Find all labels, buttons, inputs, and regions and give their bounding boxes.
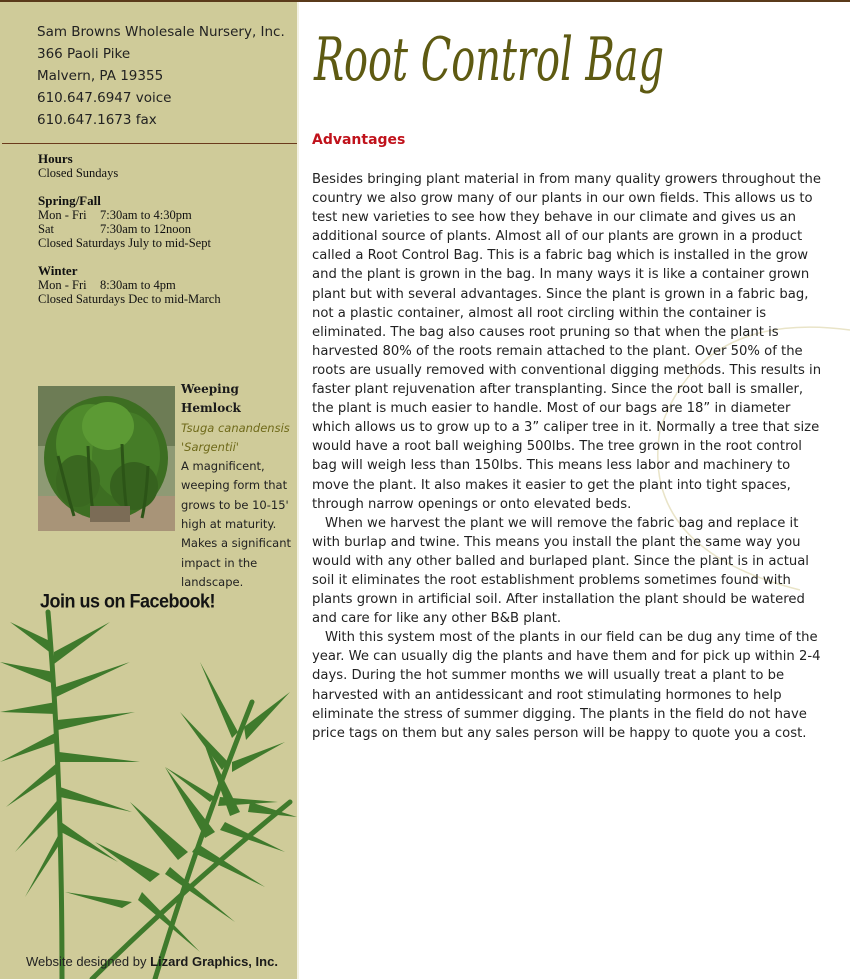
spring-fall-note: Closed Saturdays July to mid-Sept [38, 236, 211, 250]
spring-fall-saturday-row: Sat 7:30am to 12noon [38, 222, 191, 236]
fax-number: 610.647.1673 fax [37, 112, 157, 128]
phone-number: 610.647.6947 voice [37, 90, 172, 106]
facebook-link[interactable]: Join us on Facebook! [40, 590, 216, 612]
plant-cultivar: 'Sargentii' [181, 439, 239, 454]
city-state-zip: Malvern, PA 19355 [37, 68, 164, 84]
featured-plant-text [181, 380, 293, 592]
contact-address [37, 21, 285, 131]
weeping-hemlock-photo [38, 386, 175, 531]
hours-block [38, 152, 221, 306]
street-address: 366 Paoli Pike [37, 46, 131, 62]
page-title [310, 16, 690, 116]
column-divider [297, 2, 299, 979]
plant-description: A magnificent, weeping form that grows to be 10-15' high at maturity. Makes a significant impact in the landscape. [181, 459, 292, 589]
winter-note: Closed Saturdays Dec to mid-March [38, 292, 221, 306]
company-name: Sam Browns Wholesale Nursery, Inc. [37, 24, 285, 40]
spring-fall-weekday-row: Mon - Fri 7:30am to 4:30pm [38, 208, 192, 222]
article-body [312, 170, 822, 743]
winter-weekday-row: Mon - Fri 8:30am to 4pm [38, 278, 176, 292]
plant-name: Weeping Hemlock [181, 382, 241, 416]
paragraph-2: When we harvest the plant we will remove the fabric bag and replace it with burlap and twine. This means you install the plant the same way you would with any other balled and burlaped plant. Since the plant is in actual soil it eliminates the root establishment problems sometimes found with plants grown in artificial soil. After installation the plant should be watered and care for like any other B&B plant. [312, 515, 809, 627]
paragraph-3: With this system most of the plants in our field can be dug any time of the year. We can usually dig the plants and have them and for pick up within 2-4 days. During the hot summer months we will usually treat a plant to be harvested with an antidessicant and root stimulating hormones to help eliminate the stress of summer digging. The plants in the field do not have price tags on them but any sales person will be happy to quote you a cost. [312, 630, 821, 741]
section-heading-advantages: Advantages [312, 132, 406, 148]
svg-text:Root Control Bag: Root Control Bag [313, 25, 664, 95]
hours-closed-note: Closed Sundays [38, 166, 119, 180]
winter-title: Winter [38, 263, 78, 278]
designer-credit[interactable]: Website designed by Lizard Graphics, Inc. [26, 954, 278, 969]
plant-latin-name: Tsuga canandensis [181, 420, 290, 435]
sidebar [0, 2, 297, 979]
paragraph-1: Besides bringing plant material in from many quality growers throughout the country we also grow many of our plants in our own fields. This allows us to test new varieties to see how they behave in our climate and gives us an additional source of plants. Almost all of our plants are grown in a product called a Root Control Bag. This is a fabric bag which is installed in the grow and the plant is grown in the bag. In many ways it is like a container grown plant but with several advantages. Since the plant is grown in a fabric bag, not a plastic container, almost all root circling within the container is eliminated. The bag also causes root pruning so that when the plant is harvested 80% of the roots remain attached to the plant. Over 50% of the roots are usually removed with conventional digging methods. This results in faster plant rejuvenation after transplanting. Since the root ball is smaller, the plant is much easier to handle. Most of our bags are 18” in diameter which allows us to grow up to a 3” caliper tree in it. Normally a tree that size would have a root ball weighing 500lbs. The tree grown in the root control bag will weigh less than 150lbs. This means less labor and machinery to move the plant. It also makes it easier to get the plant into tight spaces, through narrow openings or onto elevated beds. [312, 172, 822, 512]
palm-fronds-illustration [0, 602, 297, 979]
hours-title: Hours [38, 151, 73, 166]
spring-fall-title: Spring/Fall [38, 193, 101, 208]
sidebar-divider [2, 143, 297, 144]
